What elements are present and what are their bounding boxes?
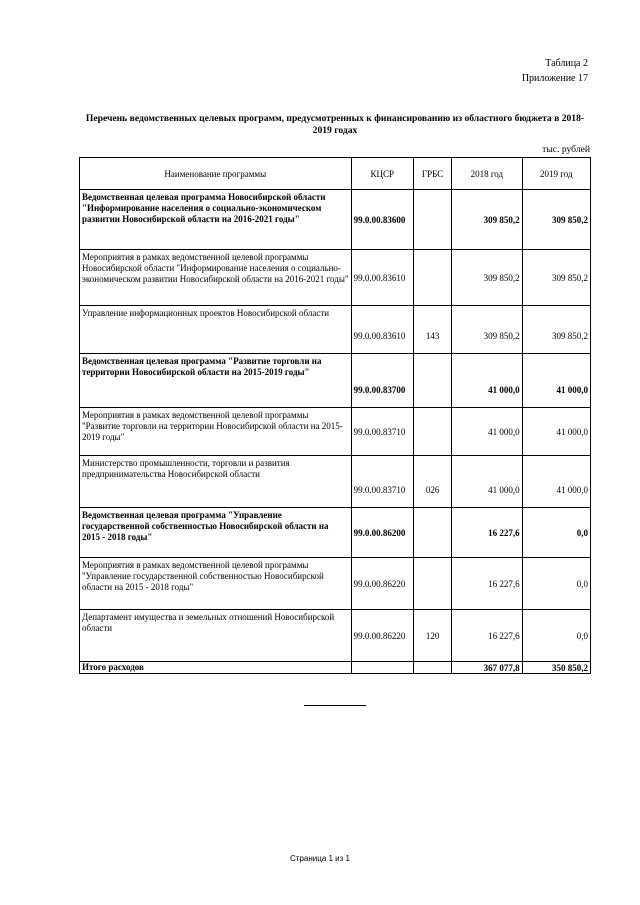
grbs-code xyxy=(413,354,451,408)
amount-2019: 0,0 xyxy=(522,610,590,662)
grbs-code xyxy=(413,508,451,558)
grbs-code xyxy=(413,190,451,250)
kcsr-code: 99.0.00.83610 xyxy=(351,306,413,354)
amount-2018: 41 000,0 xyxy=(452,408,522,456)
grbs-code: 026 xyxy=(413,456,451,508)
amount-2018: 309 850,2 xyxy=(452,190,522,250)
table-header-row xyxy=(80,158,591,190)
total-label: Итого расходов xyxy=(80,662,352,674)
page-footer: Страница 1 из 1 xyxy=(290,854,350,863)
table-row-program xyxy=(80,508,591,558)
column-header-2018: 2018 год xyxy=(452,158,522,190)
kcsr-code: 99.0.00.83700 xyxy=(351,354,413,408)
column-header-name: Наименование программы xyxy=(80,158,352,190)
kcsr-code: 99.0.00.86220 xyxy=(351,558,413,610)
amount-2018: 16 227,6 xyxy=(452,508,522,558)
table-row xyxy=(80,558,591,610)
table-row xyxy=(80,408,591,456)
program-name: Мероприятия в рамках ведомственной целевой программы Новосибирской области "Информирование населения о социально-экономическом развитии Новосибирской области на 2016-2021 годы" xyxy=(80,250,352,306)
amount-2019: 41 000,0 xyxy=(522,354,590,408)
amount-2019: 0,0 xyxy=(522,508,590,558)
program-name: Ведомственная целевая программа "Управление государственной собственностью Новосибирской области на 2015 - 2018 годы" xyxy=(80,508,352,558)
appendix-label: Приложение 17 xyxy=(521,73,588,84)
amount-2018: 41 000,0 xyxy=(452,456,522,508)
program-name: Ведомственная целевая программа Новосибирской области "Информирование населения о социально-экономическом развитии Новосибирской области на 2016-2021 годы" xyxy=(80,190,352,250)
amount-2018: 16 227,6 xyxy=(452,610,522,662)
grbs-code xyxy=(413,662,451,674)
separator-line xyxy=(304,705,366,706)
table-row-total xyxy=(80,662,591,674)
amount-2019: 309 850,2 xyxy=(522,250,590,306)
grbs-code xyxy=(413,558,451,610)
table-row-program xyxy=(80,354,591,408)
table-number-label: Таблица 2 xyxy=(545,58,588,69)
document-title: Перечень ведомственных целевых программ, предусмотренных к финансированию из областного бюджета в 2018-2019 годах xyxy=(85,113,585,136)
amount-2018: 41 000,0 xyxy=(452,354,522,408)
grbs-code: 120 xyxy=(413,610,451,662)
kcsr-code: 99.0.00.83610 xyxy=(351,250,413,306)
total-2019: 350 850,2 xyxy=(522,662,590,674)
program-name: Мероприятия в рамках ведомственной целевой программы "Управление государственной собственностью Новосибирской области на 2015 - 2018 годы" xyxy=(80,558,352,610)
table-row xyxy=(80,306,591,354)
kcsr-code xyxy=(351,662,413,674)
kcsr-code: 99.0.00.86220 xyxy=(351,610,413,662)
table-row xyxy=(80,456,591,508)
grbs-code xyxy=(413,408,451,456)
program-name: Министерство промышленности, торговли и развития предпринимательства Новосибирской области xyxy=(80,456,352,508)
program-name: Мероприятия в рамках ведомственной целевой программы "Развитие торговли на территории Новосибирской области на 2015-2019 годы" xyxy=(80,408,352,456)
column-header-grbs: ГРБС xyxy=(413,158,451,190)
amount-2018: 16 227,6 xyxy=(452,558,522,610)
kcsr-code: 99.0.00.83600 xyxy=(351,190,413,250)
amount-2019: 41 000,0 xyxy=(522,408,590,456)
amount-2019: 41 000,0 xyxy=(522,456,590,508)
program-name: Департамент имущества и земельных отношений Новосибирской области xyxy=(80,610,352,662)
kcsr-code: 99.0.00.83710 xyxy=(351,408,413,456)
table-row xyxy=(80,610,591,662)
kcsr-code: 99.0.00.86200 xyxy=(351,508,413,558)
kcsr-code: 99.0.00.83710 xyxy=(351,456,413,508)
grbs-code: 143 xyxy=(413,306,451,354)
amount-2018: 309 850,2 xyxy=(452,250,522,306)
budget-table xyxy=(79,157,591,674)
grbs-code xyxy=(413,250,451,306)
column-header-kcsr: КЦСР xyxy=(351,158,413,190)
amount-2019: 309 850,2 xyxy=(522,190,590,250)
program-name: Ведомственная целевая программа "Развитие торговли на территории Новосибирской области на 2015-2019 годы" xyxy=(80,354,352,408)
program-name: Управление информационных проектов Новосибирской области xyxy=(80,306,352,354)
total-2018: 367 077,8 xyxy=(452,662,522,674)
table-row-program xyxy=(80,190,591,250)
amount-2018: 309 850,2 xyxy=(452,306,522,354)
amount-2019: 0,0 xyxy=(522,558,590,610)
units-label: тыс. рублей xyxy=(542,144,590,155)
table-row xyxy=(80,250,591,306)
amount-2019: 309 850,2 xyxy=(522,306,590,354)
column-header-2019: 2019 год xyxy=(522,158,590,190)
